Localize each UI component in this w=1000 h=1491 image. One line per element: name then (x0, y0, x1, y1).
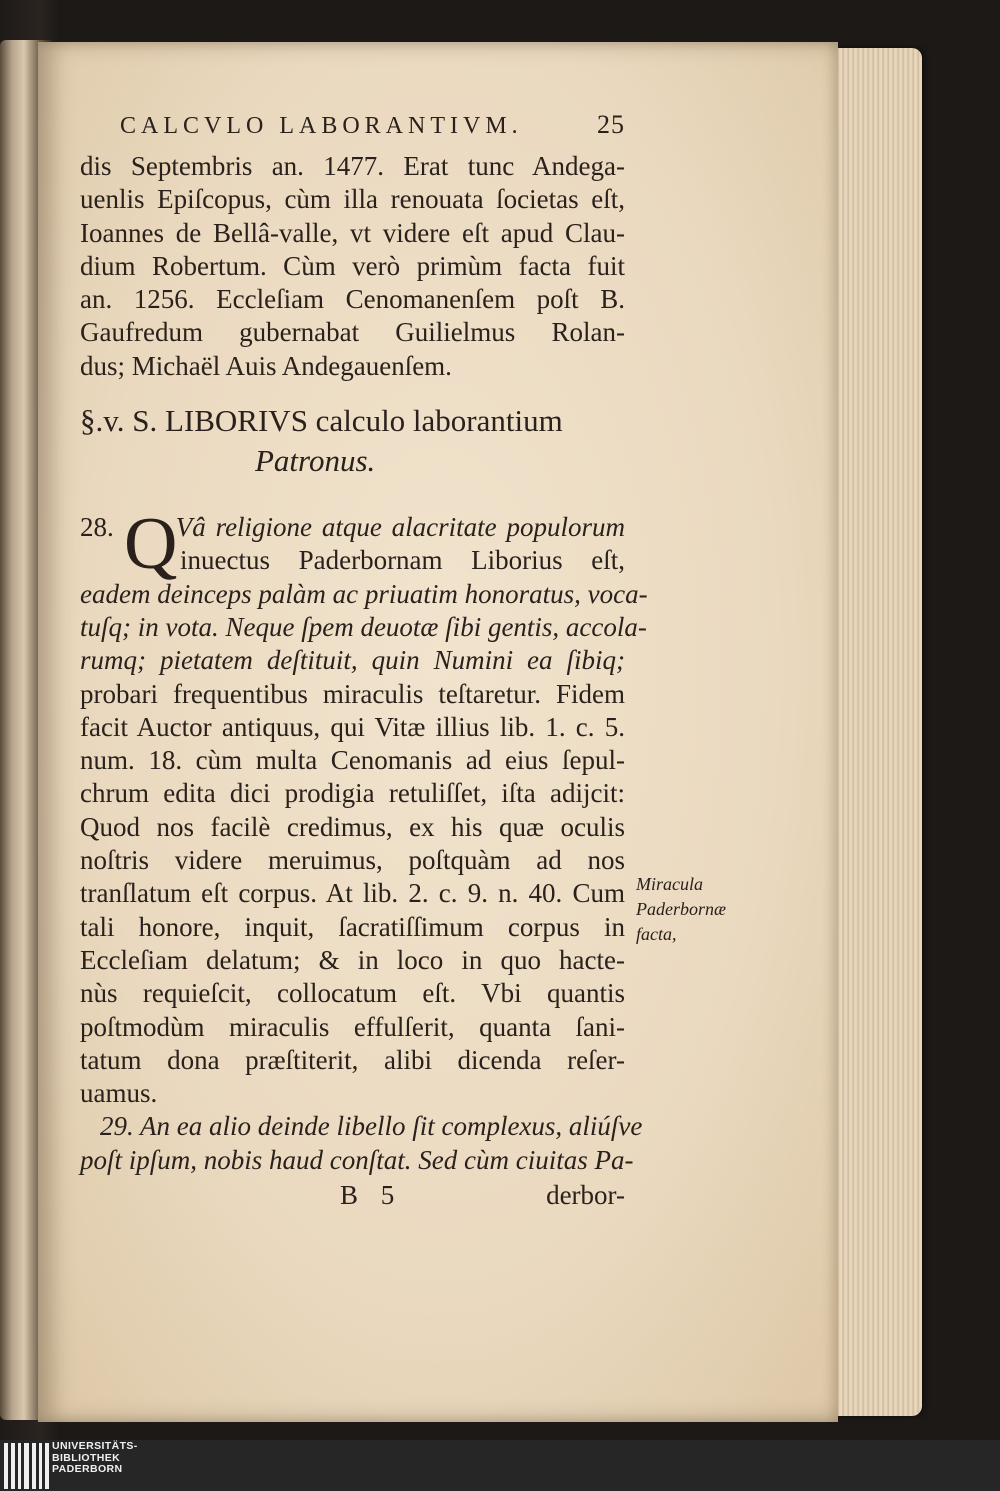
text-line: dium Robertum. Cùm verò primùm facta fuit (80, 250, 625, 281)
text-line: nùs requieſcit, collocatum eſt. Vbi quantis (80, 978, 625, 1009)
text-line: chrum edita dici prodigia retuliſſet, iſta adijcit: (80, 778, 625, 809)
text-line: uenlis Epiſcopus, cùm illa renouata ſocietas eſt, (80, 184, 625, 215)
library-name-line: UNIVERSITÄTS- (52, 1440, 138, 1452)
page-footer (80, 1177, 625, 1213)
drop-cap: Q (124, 503, 178, 586)
text-line: tali honore, inquit, ſacratiſſimum corpus in (80, 911, 625, 942)
library-name-line: PADERBORN (52, 1463, 123, 1475)
text-line: num. 18. cùm multa Cenomanis ad eius ſepul- (80, 745, 625, 776)
text-line: poſtmodùm miraculis effulſerit, quanta ſani- (80, 1011, 625, 1042)
library-name (52, 1441, 138, 1476)
library-name-line: BIBLIOTHEK (52, 1451, 121, 1464)
text-line: dis Septembris an. 1477. Erat tunc Andega- (80, 151, 625, 181)
text-line: dus; Michaël Auis Andegauenſem. (80, 350, 452, 381)
running-head-line (80, 100, 625, 150)
text-line: an. 1256. Eccleſiam Cenomanenſem poſt B. (80, 284, 625, 315)
library-banner (0, 1440, 1000, 1491)
signature-mark: B 5 (340, 1180, 403, 1211)
paragraph-27-tail (80, 150, 625, 383)
running-head: CALCVLO LABORANTIVM. (120, 113, 523, 139)
text-line: tatum dona præſtiterit, alibi dicenda reſer- (80, 1044, 625, 1075)
page-text (80, 100, 648, 1213)
text-line: tranſlatum eſt corpus. At lib. 2. c. 9. n. 40. Cum (80, 878, 625, 909)
paragraph-29 (80, 1110, 643, 1177)
text-line-content: Vâ religione atque alacritate populorum (175, 512, 625, 543)
margin-note-line: facta, (636, 924, 677, 944)
margin-note-line: Miracula (636, 874, 703, 894)
text-line: Quod nos facilè credimus, ex his quæ oculis (80, 811, 625, 842)
paragraph-number: 28. (80, 512, 114, 543)
text-line: Ioannes de Bellâ-valle, vt videre eſt apud Clau- (80, 217, 625, 248)
text-line: tuſq; in vota. Neque ſpem deuotæ ſibi gentis, accola- (80, 611, 647, 642)
text-line: uamus. (80, 1078, 158, 1109)
page-number: 25 (597, 110, 625, 139)
library-logo-icon (4, 1443, 49, 1489)
text-line: rumq; pietatem deſtituit, quin Numini ea ſibiq; (80, 645, 625, 676)
section-title: §.v. S. LIBORIVS calculo laborantium (80, 403, 563, 439)
page-stack-edge (830, 48, 922, 1416)
text-line: 29. An ea alio deinde libello ſit complexus, aliúſve (100, 1111, 643, 1142)
margin-note (636, 872, 766, 947)
section-subtitle: Patronus. (255, 443, 376, 479)
text-line: probari frequentibus miraculis teſtaretur. Fidem (80, 678, 625, 709)
text-line: facit Auctor antiquus, qui Vitæ illius lib. 1. c. 5. (80, 711, 625, 742)
text-line: eadem deinceps palàm ac priuatim honoratus, voca- (80, 578, 648, 609)
paragraph-28 (80, 503, 648, 1110)
text-line: noſtris videre meruimus, poſtquàm ad nos (80, 845, 625, 876)
text-line: Gaufredum gubernabat Guilielmus Rolan- (80, 317, 625, 348)
margin-note-line: Paderbornæ (636, 899, 726, 919)
text-line: inuectus Paderbornam Liborius eſt, (180, 545, 625, 576)
text-line: poſt ipſum, nobis haud conſtat. Sed cùm ciuitas Pa- (80, 1144, 634, 1175)
text-line: Eccleſiam delatum; & in loco in quo hacte- (80, 944, 625, 975)
catchword: derbor- (546, 1180, 625, 1211)
